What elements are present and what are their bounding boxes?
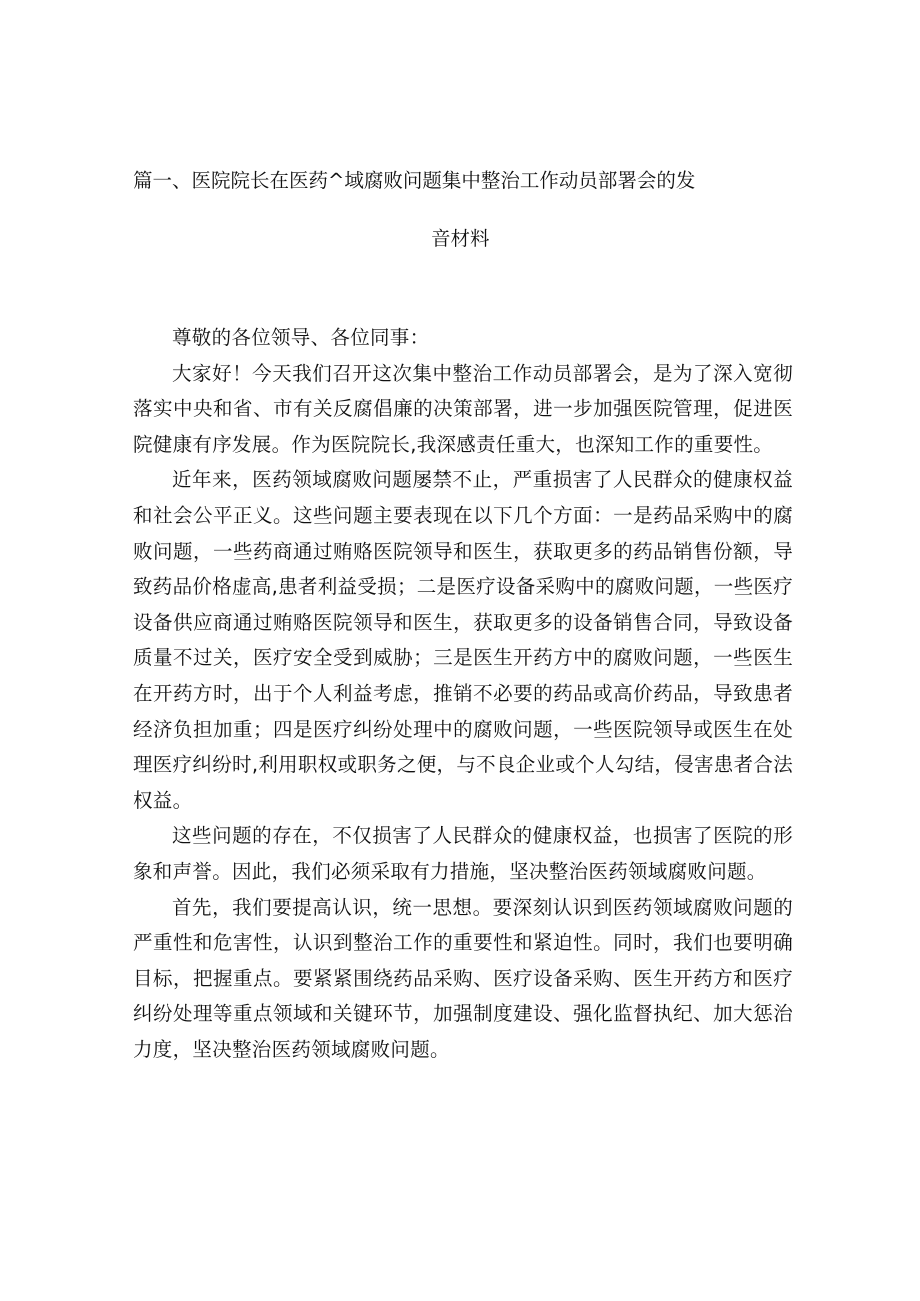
paragraph: 这些问题的存在，不仅损害了人民群众的健康权益，也损害了医院的形象和声誉。因此，我们必须采取有力措施，坚决整治医药领域腐败问题。	[133, 824, 793, 883]
document-title-line1: 篇一、医院院长在医药^域腐败问题集中整治工作动员部署会的发	[133, 169, 696, 192]
paragraph: 首先，我们要提高认识，统一思想。要深刻认识到医药领域腐败问题的严重性和危害性，认识到整治工作的重要性和紧迫性。同时，我们也要明确目标，把握重点。要紧紧围绕药品采购、医疗设备采购、医生开药方和医疗纠纷处理等重点领域和关键环节，加强制度建设、强化监督执纪、加大惩治力度，坚决整治医药领域腐败问题。	[133, 895, 793, 1061]
greeting: 尊敬的各位领导、各位同事：	[172, 326, 430, 349]
document-title-line2: 音材料	[431, 227, 490, 250]
paragraph: 大家好！今天我们召开这次集中整治工作动员部署会，是为了深入宽彻落实中央和省、市有关反腐倡廉的决策部署，进一步加强医院管理，促进医院健康有序发展。作为医院院长,我深感责任重大，也深知工作的重要性。	[133, 361, 793, 456]
document-body	[133, 320, 793, 1067]
paragraph: 近年来，医药领域腐败问题屡禁不止，严重损害了人民群众的健康权益和社会公平正义。这些问题主要表现在以下几个方面：一是药品采购中的腐败问题，一些药商通过贿赂医院领导和医生，获取更多的药品销售份额，导致药品价格虚高,患者利益受损；二是医疗设备采购中的腐败问题，一些医疗设备供应商通过贿赂医院领导和医生，获取更多的设备销售合同，导致设备质量不过关，医疗安全受到威胁；三是医生开药方中的腐败问题，一些医生在开药方时，出于个人利益考虑，推销不必要的药品或高价药品，导致患者经济负担加重；四是医疗纠纷处理中的腐败问题，一些医院领导或医生在处理医疗纠纷时,利用职权或职务之便，与不良企业或个人勾结，侵害患者合法权益。	[133, 468, 793, 812]
